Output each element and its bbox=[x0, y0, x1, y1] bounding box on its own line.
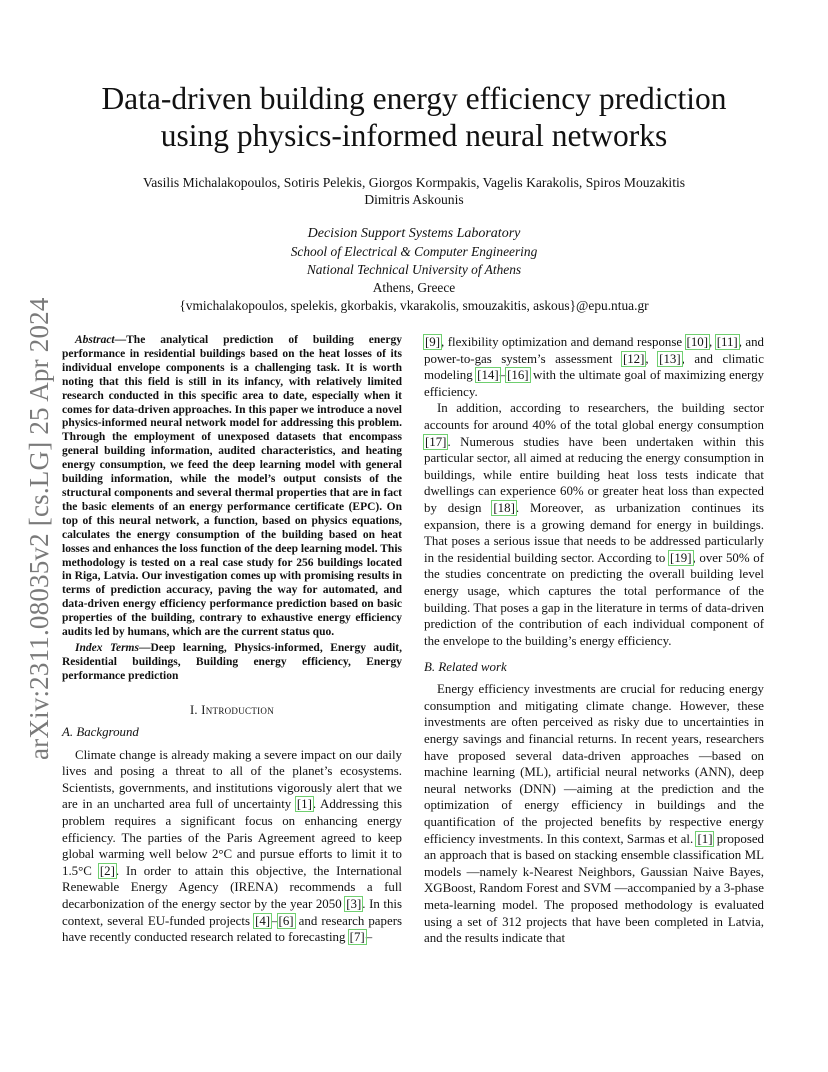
text-run: – bbox=[271, 913, 278, 928]
right-column bbox=[424, 334, 764, 947]
citation-link[interactable]: [18] bbox=[493, 500, 515, 515]
citation-link[interactable]: [17] bbox=[425, 434, 447, 449]
title-line-2: using physics-informed neural networks bbox=[160, 118, 668, 153]
text-run: – bbox=[365, 930, 373, 945]
citation-link[interactable]: [2] bbox=[99, 863, 115, 878]
abstract bbox=[62, 334, 402, 640]
text-run: with the ultimate goal of maximizing energy efficiency. bbox=[424, 368, 765, 399]
citation-link[interactable]: [1] bbox=[697, 831, 713, 846]
text-run: proposed an approach that is based on stacking ensemble classification ML models —namely k-Nearest Neighbors, Gaussian Naive Bayes, XGBoost, Random Forest and SVM —accompanied by a 3-phase meta-learning model. The proposed methodology is evaluated using a set of 312 projects that have been completed in Latvia, and the results indicate that bbox=[424, 831, 764, 946]
text-run: . Addressing this problem requires a significant focus on enhancing energy efficiency. The parties of the Paris Agreement agreed to keep global warming well below 2°C and pursue efforts to limit it to 1.5°C bbox=[62, 797, 403, 878]
citation-link[interactable]: [13] bbox=[659, 351, 681, 366]
building-sector-paragraph bbox=[424, 400, 764, 649]
citation-link[interactable]: [12] bbox=[622, 351, 645, 366]
text-run: , and climatic modeling bbox=[424, 351, 764, 383]
text-run: , flexibility optimization and demand response bbox=[441, 335, 686, 349]
title-line-1: Data-driven building energy efficiency prediction bbox=[101, 81, 727, 116]
citation-link[interactable]: [6] bbox=[278, 913, 294, 928]
index-terms-label: Index Terms bbox=[75, 641, 139, 654]
authors-line-1: Vasilis Michalakopoulos, Sotiris Pelekis, Giorgos Kormpakis, Vagelis Karakolis, Spiros Mouzakitis bbox=[142, 175, 686, 190]
author-list bbox=[60, 174, 768, 208]
text-run: . Numerous studies have been undertaken within this particular sector, all aimed at reducing the energy consumption in buildings, while entire building heat loss tests indicate that dwellings can experience 60% or greater heat loss than expected by design bbox=[424, 434, 764, 515]
citation-link[interactable]: [14] bbox=[477, 368, 499, 383]
subsection-heading-background: A. Background bbox=[62, 724, 139, 739]
citation-link[interactable]: [4] bbox=[255, 913, 271, 928]
authors-line-2: Dimitris Askounis bbox=[364, 192, 464, 207]
arxiv-identifier: arXiv:2311.08035v2 [cs.LG] 25 Apr 2024 bbox=[24, 297, 54, 760]
affiliation-school: School of Electrical & Computer Engineering bbox=[290, 244, 538, 259]
text-run: , and power-to-gas system’s assessment bbox=[424, 335, 764, 366]
affiliation-block bbox=[60, 225, 768, 315]
affiliation-city: Athens, Greece bbox=[372, 280, 456, 295]
affiliation-university: National Technical University of Athens bbox=[306, 262, 522, 277]
text-run: , over 50% of the studies concentrate on predicting the overall building level energy usage, which captures the total performance of the building. That poses a gap in the literature in terms of data-driven prediction of the contribution of each individual component of the envelope to the building’s energy efficiency. bbox=[424, 550, 764, 648]
paper-title bbox=[60, 80, 768, 154]
index-terms bbox=[62, 642, 402, 684]
abstract-text: —The analytical prediction of building energy performance in residential buildings based on the heat losses of its individual envelope components is a challenging task. It is worth noting that this field is still in its infancy, with relatively limited research conducted in this specific area to date, especially when it comes for data-driven approaches. In this paper we introduce a novel physics-informed neural network model for addressing this problem. Through the employment of unexposed datasets that encompass general building information, audited characteristics, and heating energy consumption, we feed the deep learning model with general building information, while the model’s output consists of the structural components and several thermal properties that are in fact the basic elements of an energy performance certificate (EPC). On top of this neural network, a function, based on physics equations, calculates the energy consumption of the building based on heat losses and enhances the loss function of the deep learning model. This methodology is tested on a real case study for 256 buildings located in Riga, Latvia. Our investigation comes up with promising results in terms of prediction accuracy, paving the way for automated, and data-driven energy efficiency performance prediction based on basic properties of the building, contrary to exhaustive energy efficiency audits led by humans, which are the current status quo. bbox=[62, 334, 402, 639]
background-paragraph bbox=[62, 747, 402, 946]
text-run: . In this context, several EU-funded projects bbox=[62, 897, 403, 928]
subsection-heading-related-work: B. Related work bbox=[424, 660, 507, 675]
continued-paragraph bbox=[424, 334, 764, 400]
text-run: – bbox=[499, 368, 507, 383]
affiliation-lab: Decision Support Systems Laboratory bbox=[307, 226, 521, 241]
citation-link[interactable]: [1] bbox=[296, 797, 312, 812]
text-run: , bbox=[709, 335, 716, 349]
index-terms-text: —Deep learning, Physics-informed, Energy audit, Residential buildings, Building energy efficiency, Energy performance prediction bbox=[62, 641, 402, 682]
abstract-label: Abstract bbox=[75, 334, 115, 346]
text-run: and research papers have recently conducted research related to forecasting bbox=[62, 913, 402, 945]
section-heading-introduction: I. Introduction bbox=[189, 702, 275, 717]
citation-link[interactable]: [16] bbox=[507, 368, 529, 383]
citation-link[interactable]: [3] bbox=[346, 897, 362, 911]
related-work-paragraph bbox=[424, 681, 764, 947]
citation-link[interactable]: [9] bbox=[425, 335, 441, 349]
text-run: In addition, according to researchers, the building sector accounts for around 40% of the total global energy consumption bbox=[424, 401, 764, 432]
citation-link[interactable]: [19] bbox=[670, 550, 692, 565]
citation-link[interactable]: [11] bbox=[716, 335, 738, 349]
left-column bbox=[62, 334, 402, 946]
citation-link[interactable]: [7] bbox=[349, 930, 365, 945]
text-run: . In order to attain this objective, the International Renewable Energy Agency (IRENA) recommends a full decarbonization of the energy sector by the year 2050 bbox=[62, 863, 403, 911]
text-run: Climate change is already making a severe impact on our daily lives and posing a threat to all of the planet’s ecosystems. Scientists, governments, and institutions vigorously alert that we are in an uncharted area full of uncertainty bbox=[62, 747, 402, 812]
affiliation-emails: {vmichalakopoulos, spelekis, gkorbakis, vkarakolis, smouzakitis, askous}@epu.ntua.gr bbox=[179, 298, 649, 313]
text-run: , bbox=[645, 351, 659, 366]
text-run: . Moreover, as urbanization continues its expansion, there is a growing demand for energy in buildings. That poses a serious issue that needs to be addressed particularly in the residential building sector. According to bbox=[424, 500, 764, 565]
text-run: Energy efficiency investments are crucial for reducing energy consumption and mitigating climate change. However, these investments are often perceived as risky due to uncertainties in energy savings and financial returns. In recent years, researchers have proposed several data-driven approaches —based on machine learning (ML), artificial neural networks (ANN), deep neural networks (DNN) —aiming at the prediction and the optimization of energy efficiency in buildings and the quantification of the projected benefits by respective energy efficiency investments. In this context, Sarmas et al. bbox=[424, 682, 764, 846]
citation-link[interactable]: [10] bbox=[686, 335, 709, 349]
